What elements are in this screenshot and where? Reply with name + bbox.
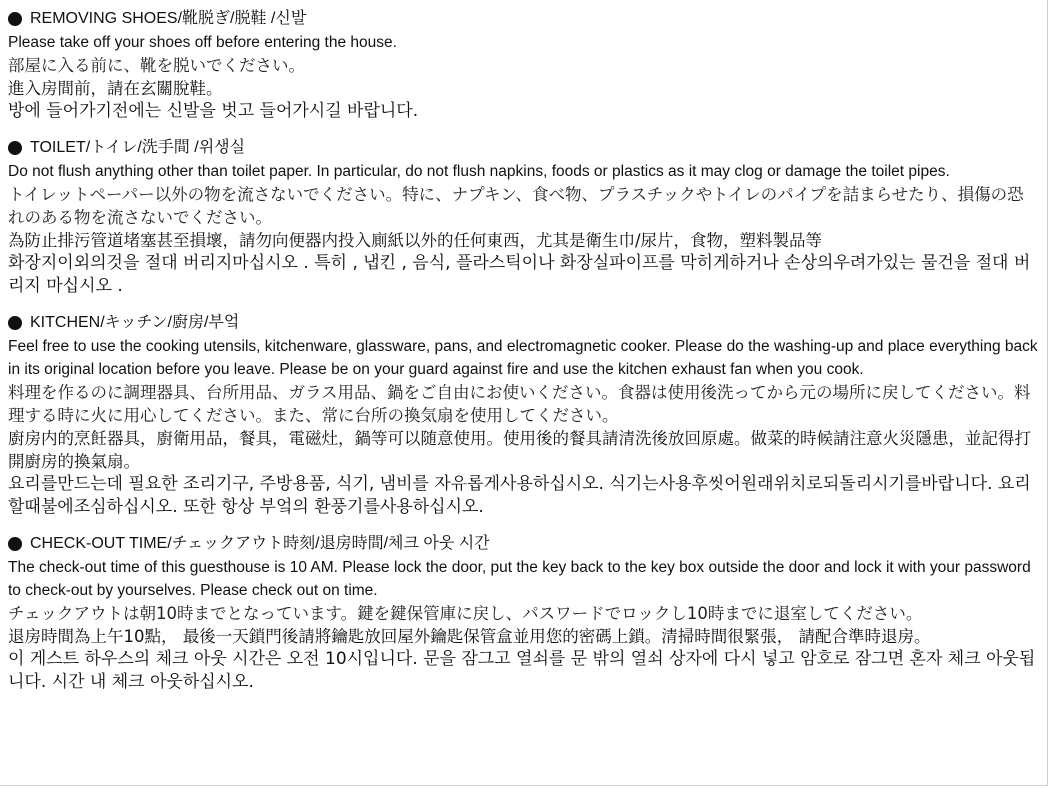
bullet-icon [8,12,22,26]
text-english: Feel free to use the cooking utensils, kitchenware, glassware, pans, and electromagnetic cooker. Please do the washing-up and place everything back in its original location before you leave. Please be on your guard against fire and use the kitchen exhaust fan when you cook. [8,338,1038,378]
text-korean: 요리를만드는데 필요한 조리기구, 주방용품, 식기, 냄비를 자유롭게사용하십시오. 식기는사용후씻어원래위치로되돌리시기를바랍니다. 요리할때불에조심하십시오. 또한 항상 부엌의 환풍기를사용하십시오. [8,474,1031,517]
text-english: Do not flush anything other than toilet paper. In particular, do not flush napkins, foods or plastics as it may clog or damage the toilet pipes. [8,163,950,180]
section-check-out-time [8,531,1039,694]
section-heading [8,6,1039,31]
bullet-icon [8,316,22,330]
section-removing-shoes [8,6,1039,123]
section-heading [8,531,1039,556]
heading-text: CHECK-OUT TIME/チェックアウト時刻/退房時間/체크 아웃 시간 [30,535,490,552]
text-japanese: チェックアウトは朝10時までとなっています。鍵を鍵保管庫に戻し、パスワードでロックし10時までに退室してください。 [8,604,923,623]
section-toilet [8,135,1039,298]
text-chinese: 為防止排污管道堵塞甚至損壞，請勿向便器内投入廁紙以外的任何東西，尤其是衛生巾/尿片，食物，塑料製品等 [8,231,823,250]
text-korean: 방에 들어가기전에는 신발을 벗고 들어가시길 바랍니다. [8,101,419,121]
text-english: The check-out time of this guesthouse is 10 AM. Please lock the door, put the key back to the key box outside the door and lock it with your password to check-out by yourselves. Please check out on time. [8,559,1031,599]
bullet-icon [8,141,22,155]
heading-text: TOILET/トイレ/洗手間 /위생실 [30,139,246,156]
section-kitchen [8,310,1039,519]
text-korean: 화장지이외의것을 절대 버리지마십시오 . 특히 , 냅킨 , 음식, 플라스틱이나 화장실파이프를 막히게하거나 손상의우려가있는 물건을 절대 버리지 마십시오 . [8,253,1031,296]
text-japanese: 部屋に入る前に、靴を脱いでください。 [8,56,305,75]
text-japanese: トイレットペーパー以外の物を流さないでください。特に、ナプキン、食べ物、プラスチックやトイレのパイプを詰まらせたり、損傷の恐れのある物を流さないでください。 [8,185,1024,227]
heading-text: KITCHEN/キッチン/廚房/부엌 [30,314,240,331]
bullet-icon [8,537,22,551]
section-heading [8,310,1039,335]
heading-text: REMOVING SHOES/靴脱ぎ/脱鞋 /신발 [30,10,307,27]
text-japanese: 料理を作るのに調理器具、台所用品、ガラス用品、鍋をご自由にお使いください。食器は使用後洗ってから元の場所に戻してください。料理する時に火に用心してください。また、常に台所の換気扇を使用してください。 [8,383,1031,425]
text-korean: 이 게스트 하우스의 체크 아웃 시간은 오전 10시입니다. 문을 잠그고 열쇠를 문 밖의 열쇠 상자에 다시 넣고 암호로 잠그면 혼자 체크 아웃됩니다. 시간 내 체크 아웃하십시오. [8,649,1036,692]
text-chinese: 退房時間為上午10點， 最後一天鎖門後請將鑰匙放回屋外鑰匙保管盒並用您的密碼上鎖。清掃時間很緊張， 請配合準時退房。 [8,627,931,646]
text-chinese: 進入房間前，請在玄關脫鞋。 [8,79,223,98]
section-heading [8,135,1039,160]
text-english: Please take off your shoes off before entering the house. [8,34,397,51]
text-chinese: 廚房内的烹飪器具，廚衛用品，餐具，電磁灶，鍋等可以随意使用。使用後的餐具請清洗後放回原處。做菜的時候請注意火災隱患，並記得打開廚房的換氣扇。 [8,429,1031,471]
